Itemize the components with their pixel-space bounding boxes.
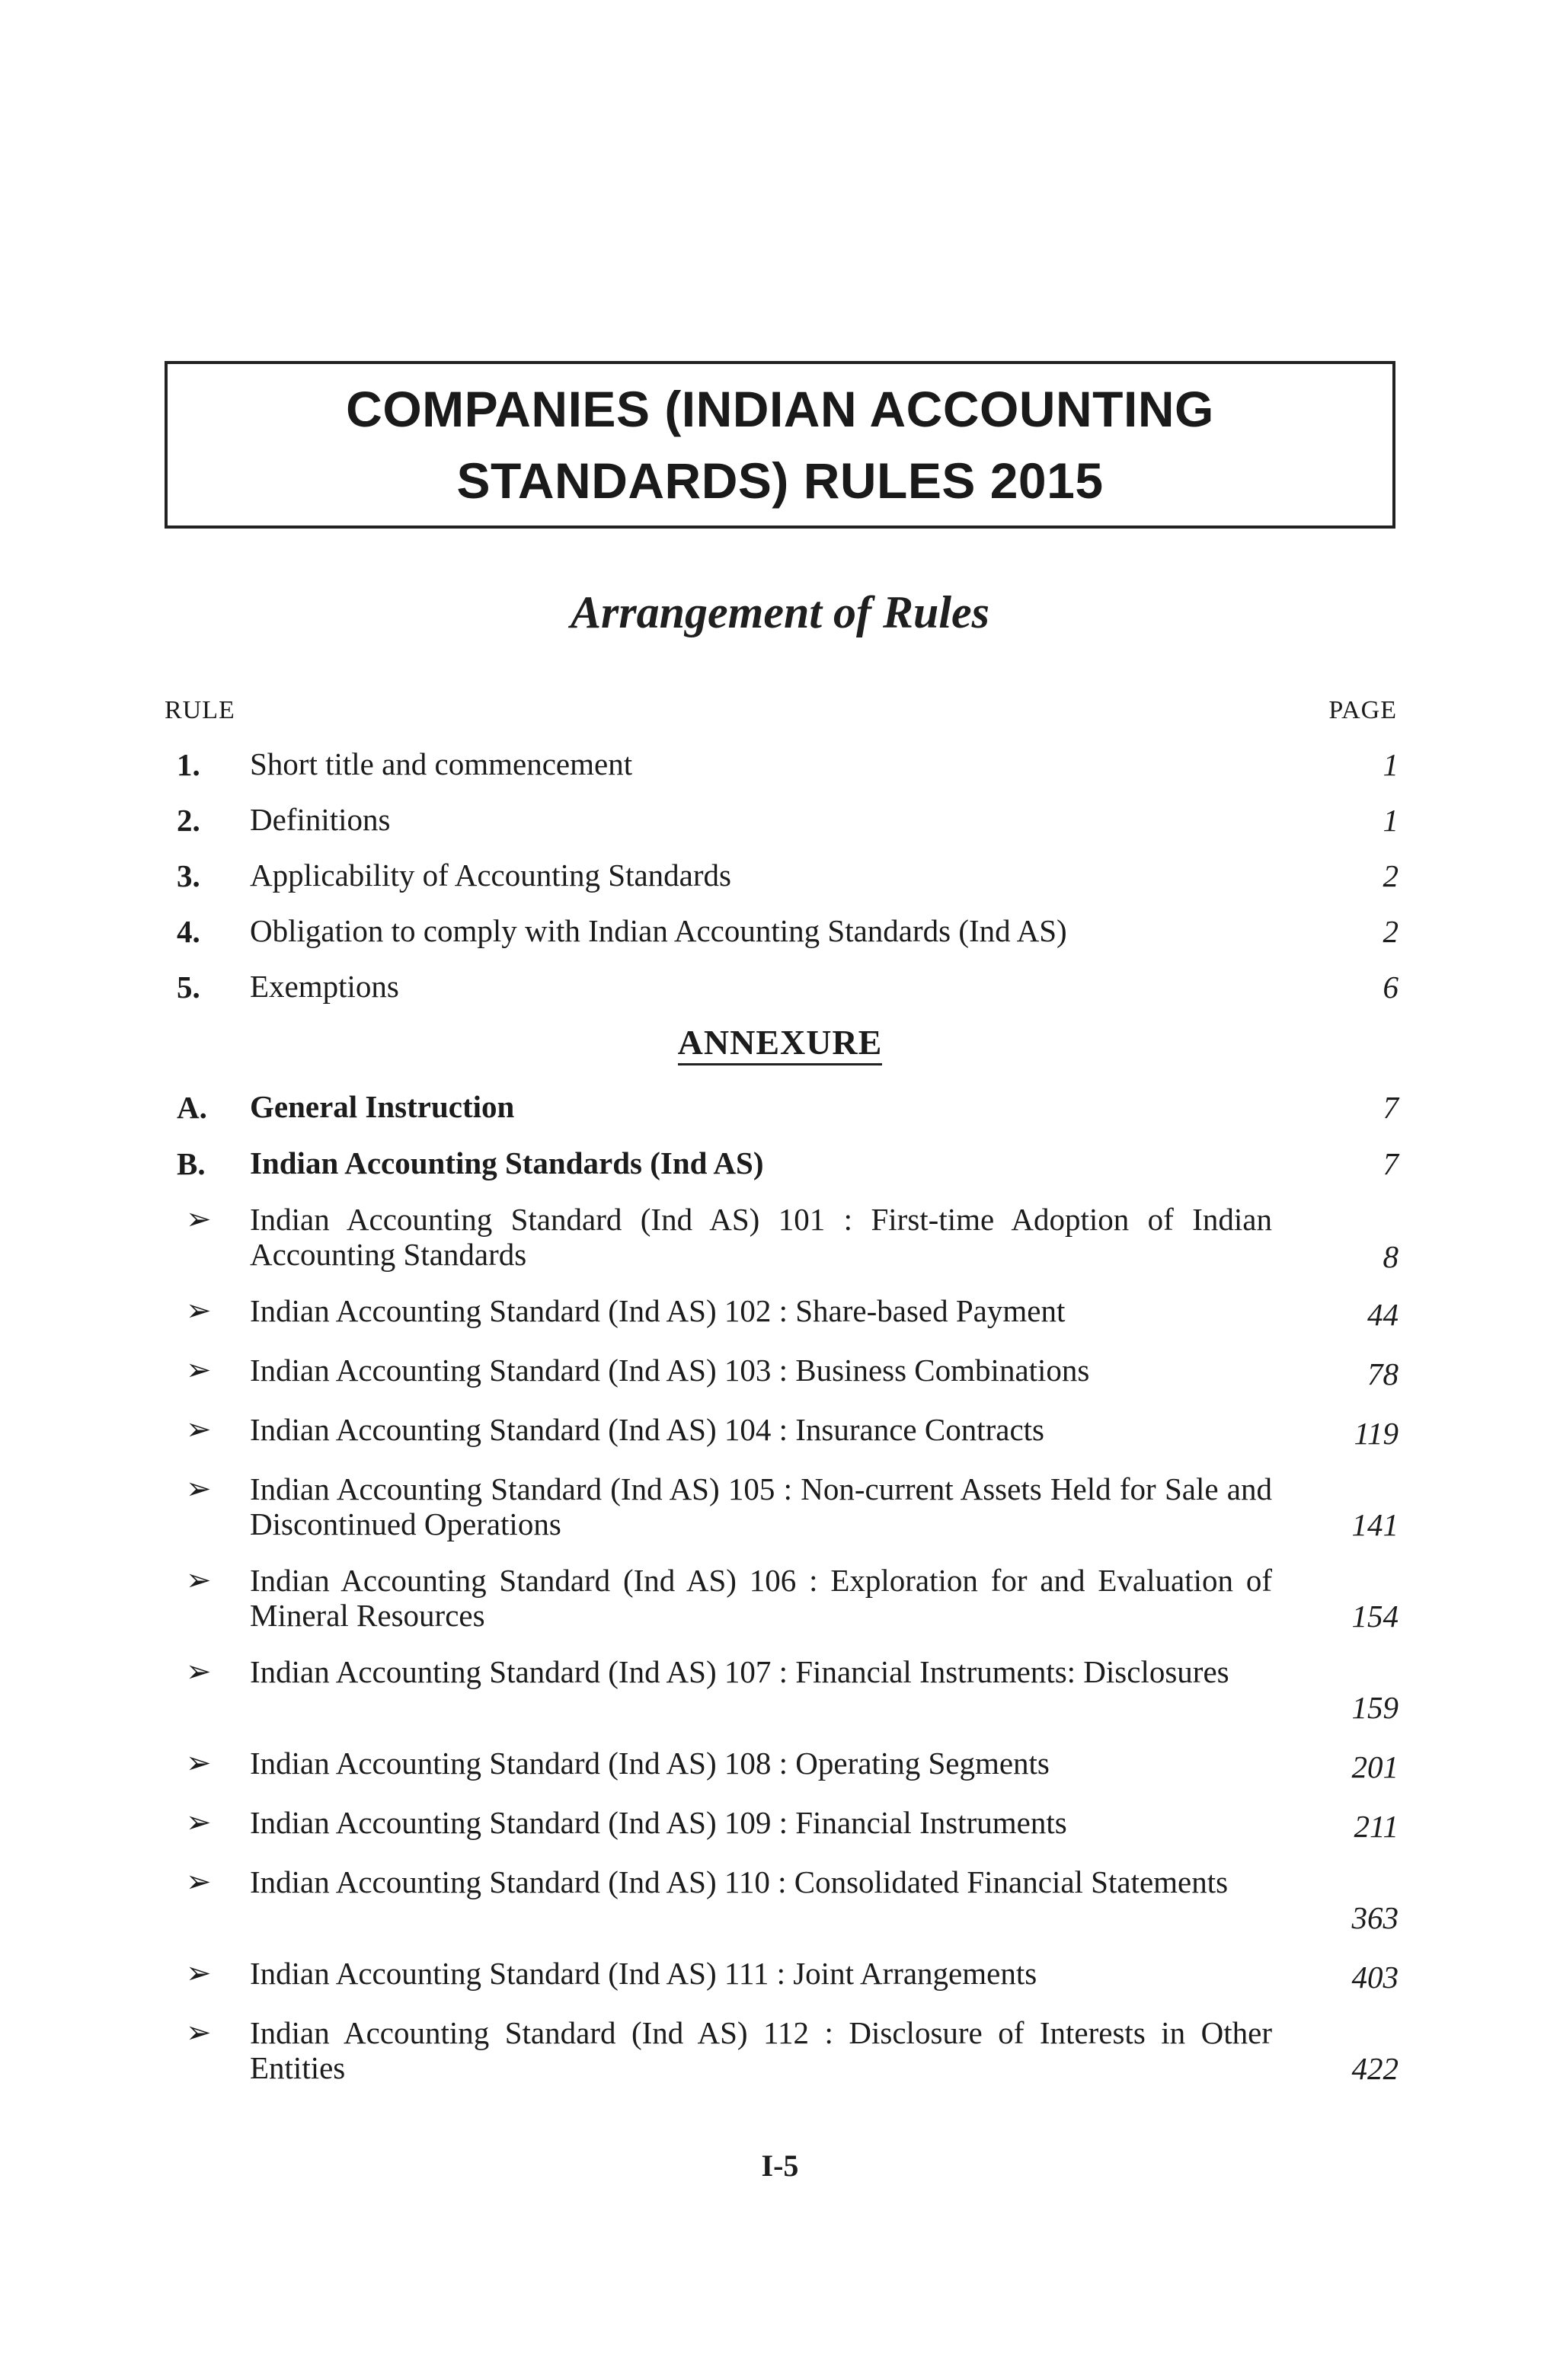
arrow-bullet-icon: ➢ (186, 1412, 212, 1447)
standard-title: Indian Accounting Standard (Ind AS) 110 : Consolidated Financial Statements (250, 1864, 1229, 1899)
standard-page: 141 (1351, 1507, 1399, 1542)
rule-column-header: RULE (165, 696, 235, 724)
arrow-bullet-icon: ➢ (186, 1654, 212, 1689)
arrow-bullet-icon: ➢ (186, 1956, 212, 1991)
standard-page: 422 (1351, 2051, 1399, 2086)
standard-title: Indian Accounting Standard (Ind AS) 109 : Financial Instruments (250, 1805, 1067, 1840)
rule-title: Exemptions (250, 969, 399, 1004)
standard-page: 201 (1351, 1749, 1399, 1784)
standard-page: 8 (1383, 1239, 1399, 1274)
section-page: 7 (1383, 1146, 1399, 1181)
standard-page: 403 (1351, 1960, 1399, 1995)
rule-page: 1 (1383, 747, 1399, 782)
arrow-bullet-icon: ➢ (186, 1864, 212, 1899)
arrow-bullet-icon: ➢ (186, 1293, 212, 1328)
standard-title: Indian Accounting Standard (Ind AS) 104 : Insurance Contracts (250, 1412, 1044, 1447)
arrow-bullet-icon: ➢ (186, 1563, 212, 1598)
arrow-bullet-icon: ➢ (186, 1202, 212, 1237)
rule-page: 2 (1383, 914, 1399, 949)
arrow-bullet-icon: ➢ (186, 1353, 212, 1388)
standard-page: 211 (1354, 1809, 1399, 1844)
section-page: 7 (1383, 1090, 1399, 1125)
rule-page: 2 (1383, 858, 1399, 893)
standard-title: Indian Accounting Standard (Ind AS) 111 : Joint Arrangements (250, 1956, 1037, 1991)
standard-title: Indian Accounting Standard (Ind AS) 106 : Exploration for and Evaluation of Mineral Resources (250, 1563, 1272, 1633)
standard-title: Indian Accounting Standard (Ind AS) 112 : Disclosure of Interests in Other Entities (250, 2015, 1272, 2085)
arrow-bullet-icon: ➢ (186, 1471, 212, 1506)
page-column-header: PAGE (1328, 696, 1397, 724)
section-title: Indian Accounting Standards (Ind AS) (250, 1145, 764, 1180)
rule-title: Obligation to comply with Indian Accounting Standards (Ind AS) (250, 913, 1067, 948)
standard-title: Indian Accounting Standard (Ind AS) 103 : Business Combinations (250, 1353, 1090, 1388)
standard-page: 154 (1351, 1599, 1399, 1634)
rule-page: 6 (1383, 970, 1399, 1005)
page-title-line-2: STANDARDS) RULES 2015 (456, 452, 1104, 509)
page-title-line-1: COMPANIES (INDIAN ACCOUNTING (346, 381, 1214, 437)
rule-title: Applicability of Accounting Standards (250, 858, 731, 893)
arrow-bullet-icon: ➢ (186, 1746, 212, 1781)
rule-number: 4. (177, 914, 200, 949)
rule-number: 5. (177, 970, 200, 1005)
annexure-heading: ANNEXURE (0, 1022, 1560, 1062)
standard-title: Indian Accounting Standard (Ind AS) 107 : Financial Instruments: Disclosures (250, 1654, 1229, 1689)
section-letter: B. (177, 1146, 206, 1181)
standard-title: Indian Accounting Standard (Ind AS) 108 : Operating Segments (250, 1746, 1050, 1781)
rule-number: 3. (177, 858, 200, 893)
standard-page: 363 (1351, 1900, 1399, 1935)
standard-title: Indian Accounting Standard (Ind AS) 102 : Share-based Payment (250, 1293, 1066, 1328)
page-number-footer: I-5 (761, 2148, 799, 2183)
standard-page: 78 (1367, 1356, 1399, 1391)
rule-number: 2. (177, 803, 200, 838)
title-box (165, 361, 1395, 529)
arrow-bullet-icon: ➢ (186, 1805, 212, 1840)
rule-title: Short title and commencement (250, 746, 633, 781)
rule-number: 1. (177, 747, 200, 782)
standard-page: 119 (1354, 1416, 1399, 1451)
arrow-bullet-icon: ➢ (186, 2015, 212, 2050)
standard-title: Indian Accounting Standard (Ind AS) 101 : First-time Adoption of Indian Accounting Standards (250, 1202, 1272, 1272)
page-subtitle: Arrangement of Rules (570, 587, 990, 637)
standard-page: 159 (1351, 1690, 1399, 1725)
section-title: General Instruction (250, 1089, 515, 1124)
rule-page: 1 (1383, 803, 1399, 838)
section-letter: A. (177, 1090, 207, 1125)
standard-page: 44 (1367, 1297, 1399, 1332)
standard-title: Indian Accounting Standard (Ind AS) 105 : Non-current Assets Held for Sale and Discontinued Operations (250, 1471, 1272, 1541)
rule-title: Definitions (250, 802, 391, 837)
